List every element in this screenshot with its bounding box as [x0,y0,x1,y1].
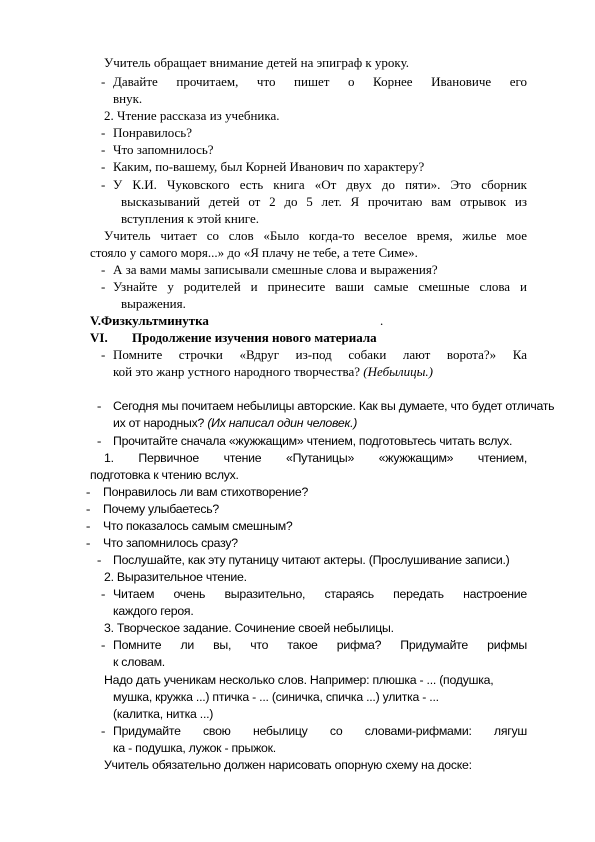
bullet-listen-actors: Послушайте, как эту путаницу читают актеры. (Прослушивание записи.) [113,553,510,567]
bullet-ask-parents: Узнайте у родителей и принесите ваши самые смешные слова и [113,279,527,294]
question-remembered: Что запомнилось? [113,142,214,157]
paragraph-teacher-reads-cont: стояло у самого моря...» до «Я плачу не тебе, а тете Симе». [90,245,418,260]
bullet-dash: - [86,535,91,550]
answer-fables: (Небылицы.) [363,364,433,379]
bullet-dash: - [101,723,106,738]
bullet-book-cont1: высказываний детей от 2 до 5 лет. Я прочитаю вам отрывок из [121,194,527,209]
bullet-dash: - [101,279,106,294]
bullet-read-expressively-cont: каждого героя. [113,604,194,618]
bullet-own-fable-cont: ка - подушка, лужок - прыжок. [113,741,276,755]
bullet-book-cont2: вступления к этой книге. [121,211,259,226]
bullet-dash: - [101,637,106,652]
item-expressive-reading: 2. Выразительное чтение. [104,570,247,584]
item-first-reading: 1. Первичное чтение «Путаницы» «жужжащим» чтением, [104,451,527,465]
paragraph-rhyme-examples-cont1: мушка, кружка ...) птичка - ... (синичка, спичка ...) улитка - ... [113,690,439,704]
bullet-author-fables-cont: их от народных? (Их написал один человек.) [113,416,358,430]
bullet-rhyme-cont: к словам. [113,655,165,669]
paragraph-rhyme-examples: Надо дать ученикам несколько слов. Например: плюшка - ... (подушка, [104,673,494,687]
bullet-dash: - [101,177,106,192]
paragraph-epigraph: Учитель обращает внимание детей на эпиграф к уроку. [104,55,410,70]
answer-one-author: (Их написал один человек.) [207,416,358,430]
question-character: Каким, по-вашему, был Корней Иванович по характеру? [113,159,425,174]
bullet-grandson-cont: внук. [113,91,143,106]
bullet-dash: - [86,484,91,499]
bullet-dash: - [97,398,102,413]
question-funniest: Что показалось самым смешным? [103,519,293,533]
bullet-dash: - [86,501,91,516]
bullet-dash: - [101,142,106,157]
bullet-remember-lines-cont: кой это жанр устного народного творчества? (Небылицы.) [113,364,433,379]
heading-dot: . [380,313,384,328]
item-first-reading-cont: подготовка к чтению вслух. [90,468,239,482]
heading-physical-break: V.Физкультминутка [90,313,209,328]
bullet-dash: - [97,433,102,448]
bullet-rhyme: Помните ли вы, что такое рифма? Придумайте рифмы [113,638,527,652]
bullet-dash: - [97,552,102,567]
heading-new-material: Продолжение изучения нового материала [132,330,377,345]
bullet-read-expressively: Читаем очень выразительно, стараясь передать настроение [113,587,527,601]
bullet-buzzing-reading: Прочитайте сначала «жужжащим» чтением, подготовьтесь читать вслух. [113,434,513,448]
paragraph-rhyme-examples-cont2: (калитка, нитка ...) [113,707,214,721]
question-poem-liked: Понравилось ли вам стихотворение? [103,485,309,499]
bullet-book: У К.И. Чуковского есть книга «От двух до пяти». Это сборник [113,177,527,192]
bullet-dash: - [101,74,106,89]
bullet-ask-parents-cont: выражения. [121,296,186,311]
item-reading-story: 2. Чтение рассказа из учебника. [104,108,280,123]
bullet-dash: - [101,586,106,601]
bullet-dash: - [101,262,106,277]
paragraph-scheme: Учитель обязательно должен нарисовать опорную схему на доске: [104,758,472,772]
bullet-dash: - [101,347,106,362]
heading-number: VI. [90,330,108,345]
paragraph-teacher-reads: Учитель читает со слов «Было когда-то веселое время, жилье мое [104,228,527,243]
question-smiling: Почему улыбаетесь? [103,502,219,516]
question-remembered-at-once: Что запомнилось сразу? [103,536,238,550]
item-creative-task: 3. Творческое задание. Сочинение своей небылицы. [104,621,394,635]
bullet-dash: - [101,159,106,174]
bullet-grandson: Давайте прочитаем, что пишет о Корнее Ивановиче его [113,74,527,89]
bullet-remember-lines: Помните строчки «Вдруг из-под собаки лают ворота?» Ка [113,347,527,362]
question-liked: Понравилось? [113,125,192,140]
bullet-author-fables: Сегодня мы почитаем небылицы авторские. Как вы думаете, что будет отличать [113,399,555,413]
question-mothers: А за вами мамы записывали смешные слова и выражения? [113,262,438,277]
bullet-own-fable: Придумайте свою небылицу со словами-рифмами: лягуш [113,724,527,738]
bullet-dash: - [101,125,106,140]
bullet-dash: - [86,518,91,533]
